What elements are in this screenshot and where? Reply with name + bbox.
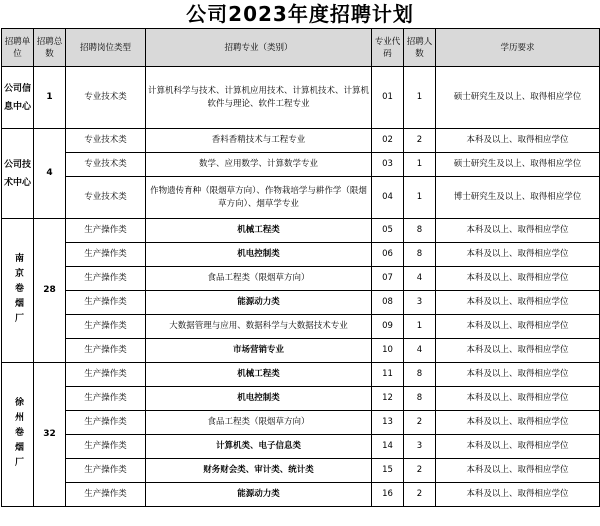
major-cell: 能源动力类 — [146, 483, 372, 507]
unit-cell — [2, 363, 34, 507]
major-cell: 财务财会类、审计类、统计类 — [146, 459, 372, 483]
table-row — [2, 363, 600, 387]
education-cell: 本科及以上、取得相应学位 — [436, 483, 600, 507]
code-cell: 13 — [372, 411, 404, 435]
major-cell: 食品工程类（限烟草方向） — [146, 267, 372, 291]
code-cell: 11 — [372, 363, 404, 387]
code-cell: 15 — [372, 459, 404, 483]
count-cell: 1 — [404, 67, 436, 129]
education-cell: 本科及以上、取得相应学位 — [436, 243, 600, 267]
education-cell: 本科及以上、取得相应学位 — [436, 219, 600, 243]
header-code: 专业代码 — [372, 29, 404, 67]
unit-cell — [2, 129, 34, 219]
education-cell: 本科及以上、取得相应学位 — [436, 267, 600, 291]
unit-name: 南京卷烟厂 — [13, 253, 23, 328]
education-cell: 本科及以上、取得相应学位 — [436, 459, 600, 483]
major-cell: 机电控制类 — [146, 387, 372, 411]
code-cell: 14 — [372, 435, 404, 459]
code-cell: 05 — [372, 219, 404, 243]
table-row — [2, 483, 600, 507]
unit-total: 32 — [34, 363, 66, 507]
page-title: 公司2023年度招聘计划 — [186, 2, 414, 26]
count-cell: 8 — [404, 387, 436, 411]
code-cell: 12 — [372, 387, 404, 411]
unit-cell — [2, 67, 34, 129]
table-row — [2, 177, 600, 219]
post-type-cell: 生产操作类 — [66, 291, 146, 315]
major-cell: 大数据管理与应用、数据科学与大数据技术专业 — [146, 315, 372, 339]
post-type-cell: 生产操作类 — [66, 267, 146, 291]
header-total: 招聘总数 — [34, 29, 66, 67]
count-cell: 3 — [404, 291, 436, 315]
unit-cell — [2, 219, 34, 363]
table-row — [2, 315, 600, 339]
education-cell: 硕士研究生及以上、取得相应学位 — [436, 153, 600, 177]
education-cell: 博士研究生及以上、取得相应学位 — [436, 177, 600, 219]
count-cell: 2 — [404, 411, 436, 435]
major-cell: 计算机科学与技术、计算机应用技术、计算机技术、计算机软件与理论、软件工程专业 — [146, 67, 372, 129]
education-cell: 本科及以上、取得相应学位 — [436, 363, 600, 387]
post-type-cell: 生产操作类 — [66, 435, 146, 459]
education-cell: 本科及以上、取得相应学位 — [436, 435, 600, 459]
count-cell: 8 — [404, 363, 436, 387]
post-type-cell: 专业技术类 — [66, 177, 146, 219]
code-cell: 02 — [372, 129, 404, 153]
table-row — [2, 243, 600, 267]
count-cell: 1 — [404, 315, 436, 339]
major-cell: 能源动力类 — [146, 291, 372, 315]
table-row — [2, 291, 600, 315]
education-cell: 本科及以上、取得相应学位 — [436, 291, 600, 315]
code-cell: 09 — [372, 315, 404, 339]
recruitment-table — [1, 28, 600, 507]
code-cell: 10 — [372, 339, 404, 363]
count-cell: 2 — [404, 459, 436, 483]
table-row — [2, 411, 600, 435]
table-row — [2, 339, 600, 363]
count-cell: 4 — [404, 267, 436, 291]
unit-name: 公司技术中心 — [4, 159, 32, 188]
count-cell: 2 — [404, 483, 436, 507]
table-row — [2, 267, 600, 291]
major-cell: 机械工程类 — [146, 363, 372, 387]
major-cell: 食品工程类（限烟草方向） — [146, 411, 372, 435]
code-cell: 03 — [372, 153, 404, 177]
education-cell: 本科及以上、取得相应学位 — [436, 339, 600, 363]
code-cell: 07 — [372, 267, 404, 291]
code-cell: 08 — [372, 291, 404, 315]
count-cell: 8 — [404, 243, 436, 267]
major-cell: 数学、应用数学、计算数学专业 — [146, 153, 372, 177]
post-type-cell: 生产操作类 — [66, 483, 146, 507]
major-cell: 香料香精技术与工程专业 — [146, 129, 372, 153]
count-cell: 1 — [404, 153, 436, 177]
education-cell: 本科及以上、取得相应学位 — [436, 129, 600, 153]
header-post-type: 招聘岗位类型 — [66, 29, 146, 67]
header-count: 招聘人数 — [404, 29, 436, 67]
post-type-cell: 生产操作类 — [66, 219, 146, 243]
post-type-cell: 生产操作类 — [66, 411, 146, 435]
count-cell: 4 — [404, 339, 436, 363]
table-row — [2, 219, 600, 243]
count-cell: 1 — [404, 177, 436, 219]
major-cell: 计算机类、电子信息类 — [146, 435, 372, 459]
code-cell: 06 — [372, 243, 404, 267]
education-cell: 本科及以上、取得相应学位 — [436, 315, 600, 339]
table-row — [2, 153, 600, 177]
count-cell: 2 — [404, 129, 436, 153]
unit-total: 1 — [34, 67, 66, 129]
post-type-cell: 专业技术类 — [66, 67, 146, 129]
code-cell: 16 — [372, 483, 404, 507]
education-cell: 本科及以上、取得相应学位 — [436, 387, 600, 411]
table-row — [2, 129, 600, 153]
major-cell: 市场营销专业 — [146, 339, 372, 363]
table-row — [2, 459, 600, 483]
header-row — [2, 29, 600, 67]
post-type-cell: 生产操作类 — [66, 387, 146, 411]
count-cell: 8 — [404, 219, 436, 243]
header-major: 招聘专业（类别） — [146, 29, 372, 67]
header-unit: 招聘单位 — [2, 29, 34, 67]
post-type-cell: 专业技术类 — [66, 153, 146, 177]
code-cell: 01 — [372, 67, 404, 129]
post-type-cell: 生产操作类 — [66, 339, 146, 363]
major-cell: 机械工程类 — [146, 219, 372, 243]
post-type-cell: 生产操作类 — [66, 363, 146, 387]
code-cell: 04 — [372, 177, 404, 219]
unit-name: 公司信息中心 — [4, 83, 32, 112]
unit-name: 徐州卷烟厂 — [13, 397, 23, 472]
post-type-cell: 专业技术类 — [66, 129, 146, 153]
table-row — [2, 435, 600, 459]
header-education: 学历要求 — [436, 29, 600, 67]
education-cell: 硕士研究生及以上、取得相应学位 — [436, 67, 600, 129]
major-cell: 作物遗传育种（限烟草方向）、作物栽培学与耕作学（限烟草方向）、烟草学专业 — [146, 177, 372, 219]
unit-total: 4 — [34, 129, 66, 219]
education-cell: 本科及以上、取得相应学位 — [436, 411, 600, 435]
major-cell: 机电控制类 — [146, 243, 372, 267]
post-type-cell: 生产操作类 — [66, 315, 146, 339]
post-type-cell: 生产操作类 — [66, 243, 146, 267]
table-row — [2, 67, 600, 129]
unit-total: 28 — [34, 219, 66, 363]
count-cell: 3 — [404, 435, 436, 459]
post-type-cell: 生产操作类 — [66, 459, 146, 483]
table-body — [2, 67, 600, 507]
table-row — [2, 387, 600, 411]
